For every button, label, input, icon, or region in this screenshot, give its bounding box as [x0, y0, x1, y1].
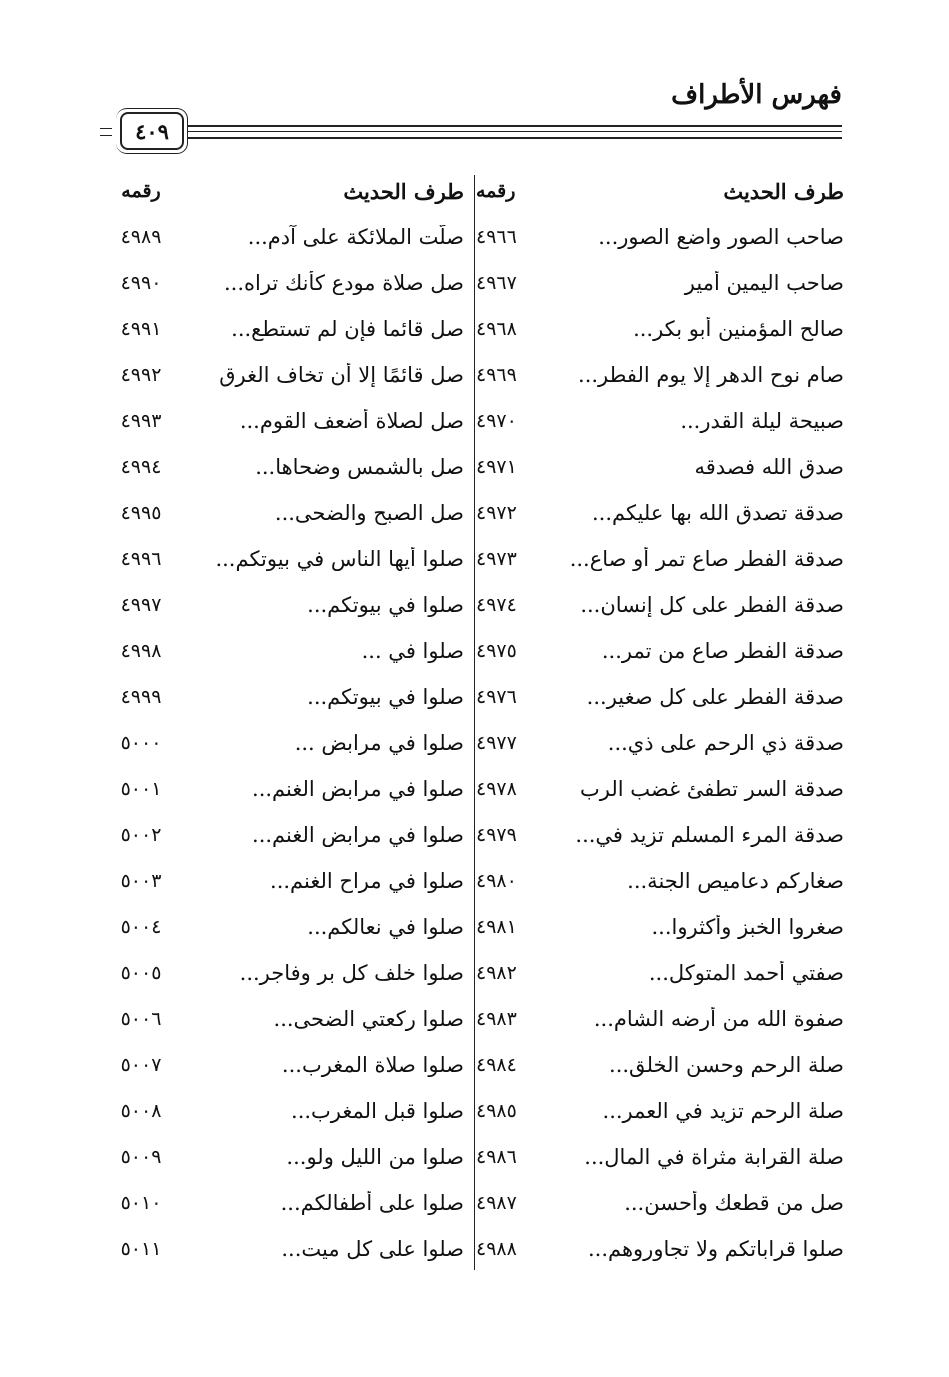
index-entry	[472, 1180, 844, 1226]
hadith-number: ٥٠٠٣	[120, 870, 162, 892]
index-entry	[472, 674, 844, 720]
hadith-start-text: صلوا في مرابض الغنم...	[252, 777, 464, 801]
hadith-start-text: صلوا أيها الناس في بيوتكم...	[215, 547, 464, 571]
index-entry	[472, 950, 844, 996]
hadith-start-text: صلوا في بيوتكم...	[307, 685, 464, 709]
index-entry	[472, 628, 844, 674]
index-entry	[100, 812, 472, 858]
index-entry	[100, 1042, 472, 1088]
index-entry	[100, 766, 472, 812]
hadith-number: ٥٠١٠	[120, 1192, 162, 1214]
hadith-start-text: صلة الرحم تزيد في العمر...	[602, 1099, 844, 1123]
hadith-number: ٤٩٧٩	[476, 824, 517, 846]
index-entry	[472, 720, 844, 766]
hadith-start-text: صلوا قراباتكم ولا تجاوروهم...	[587, 1237, 844, 1261]
index-entry	[472, 214, 844, 260]
index-entry	[100, 950, 472, 996]
index-entry	[472, 444, 844, 490]
hadith-start-text: صبيحة ليلة القدر...	[680, 409, 844, 433]
column-header	[100, 168, 472, 214]
hadith-start-text: صل قائما فإن لم تستطع...	[231, 317, 464, 341]
index-entry	[472, 260, 844, 306]
hadith-number: ٤٩٩٢	[120, 364, 162, 386]
index-entry	[472, 1042, 844, 1088]
hadith-start-text: صلوا ركعتي الضحى...	[273, 1007, 464, 1031]
index-entry	[100, 398, 472, 444]
header-num-label: رقمه	[121, 180, 161, 202]
index-entry	[100, 214, 472, 260]
hadith-start-text: صلّت الملائكة على آدم...	[247, 225, 464, 249]
hadith-start-text: صلوا خلف كل بر وفاجر...	[239, 961, 464, 985]
index-entry	[100, 1088, 472, 1134]
hadith-number: ٤٩٧١	[476, 456, 517, 478]
hadith-number: ٤٩٦٩	[476, 364, 517, 386]
index-entry	[100, 628, 472, 674]
page-title: فهرس الأطراف	[671, 80, 842, 110]
hadith-number: ٤٩٩٩	[120, 686, 162, 708]
hadith-number: ٤٩٧٣	[476, 548, 517, 570]
index-entry	[472, 858, 844, 904]
index-entry	[472, 536, 844, 582]
hadith-start-text: صفوة الله من أرضه الشام...	[593, 1007, 844, 1031]
hadith-start-text: صلوا في مرابض ...	[294, 731, 464, 755]
index-entry	[100, 490, 472, 536]
hadith-start-text: صاحب اليمين أمير	[684, 271, 844, 295]
hadith-start-text: صدقة المرء المسلم تزيد في...	[575, 823, 844, 847]
index-entry	[100, 858, 472, 904]
hadith-start-text: صلوا في مرابض الغنم...	[252, 823, 464, 847]
header-rule	[188, 137, 842, 139]
hadith-start-text: صغروا الخبز وأكثروا...	[651, 915, 844, 939]
hadith-number: ٤٩٩٧	[120, 594, 162, 616]
column-header	[472, 168, 844, 214]
header-rule	[188, 125, 842, 127]
hadith-number: ٥٠٠٤	[120, 916, 162, 938]
hadith-number: ٤٩٧٨	[476, 778, 517, 800]
right-column	[472, 168, 844, 1272]
hadith-start-text: صلوا في ...	[361, 639, 464, 663]
hadith-start-text: صل من قطعك وأحسن...	[624, 1191, 844, 1215]
index-entry	[100, 674, 472, 720]
hadith-number: ٤٩٩٨	[120, 640, 162, 662]
hadith-start-text: صدقة السر تطفئ غضب الرب	[579, 777, 844, 801]
hadith-start-text: صدق الله فصدقه	[694, 455, 844, 479]
index-entry	[100, 1134, 472, 1180]
hadith-number: ٤٩٨٠	[476, 870, 517, 892]
hadith-start-text: صدقة الفطر صاع تمر أو صاع...	[569, 547, 844, 571]
index-entry	[472, 812, 844, 858]
index-entry	[100, 904, 472, 950]
index-entry	[472, 1226, 844, 1272]
hadith-number: ٤٩٨٢	[476, 962, 517, 984]
hadith-number: ٤٩٨٩	[120, 226, 162, 248]
hadith-start-text: صدقة الفطر على كل صغير...	[586, 685, 844, 709]
hadith-start-text: صلوا قبل المغرب...	[291, 1099, 464, 1123]
hadith-number: ٤٩٧٢	[476, 502, 517, 524]
index-entry	[100, 996, 472, 1042]
header-text-label: طرف الحديث	[343, 178, 464, 204]
hadith-start-text: صلوا من الليل ولو...	[286, 1145, 464, 1169]
header-rule	[188, 131, 842, 132]
index-entry	[100, 306, 472, 352]
hadith-start-text: صدقة الفطر صاع من تمر...	[601, 639, 844, 663]
page-number-marker	[100, 128, 112, 136]
page-number: ٤٠٩	[120, 112, 184, 150]
hadith-number: ٤٩٨٦	[476, 1146, 517, 1168]
hadith-start-text: صل صلاة مودع كأنك تراه...	[223, 271, 464, 295]
hadith-number: ٤٩٩١	[120, 318, 162, 340]
hadith-start-text: صغاركم دعاميص الجنة...	[627, 869, 844, 893]
hadith-start-text: صلوا في مراح الغنم...	[270, 869, 464, 893]
hadith-start-text: صلوا في بيوتكم...	[307, 593, 464, 617]
index-entry	[100, 260, 472, 306]
index-entry	[100, 1180, 472, 1226]
hadith-start-text: صلوا على كل ميت...	[281, 1237, 464, 1261]
hadith-number: ٤٩٨٤	[476, 1054, 517, 1076]
index-entry	[472, 352, 844, 398]
hadith-number: ٥٠٠٢	[120, 824, 162, 846]
hadith-start-text: صلوا في نعالكم...	[307, 915, 464, 939]
hadith-start-text: صلوا على أطفالكم...	[280, 1191, 464, 1215]
hadith-number: ٤٩٧٧	[476, 732, 517, 754]
index-entry	[100, 720, 472, 766]
hadith-start-text: صل الصبح والضحى...	[274, 501, 464, 525]
hadith-start-text: صام نوح الدهر إلا يوم الفطر...	[578, 363, 844, 387]
index-entry	[472, 766, 844, 812]
hadith-start-text: صالح المؤمنين أبو بكر...	[633, 317, 844, 341]
hadith-number: ٥٠٠٦	[120, 1008, 162, 1030]
hadith-start-text: صلة القرابة مثراة في المال...	[584, 1145, 844, 1169]
hadith-number: ٤٩٦٦	[476, 226, 517, 248]
hadith-start-text: صدقة الفطر على كل إنسان...	[580, 593, 844, 617]
index-entry	[472, 582, 844, 628]
hadith-number: ٤٩٧٠	[476, 410, 517, 432]
hadith-number: ٤٩٨١	[476, 916, 517, 938]
hadith-start-text: صدقة تصدق الله بها عليكم...	[591, 501, 844, 525]
index-entry	[472, 996, 844, 1042]
hadith-start-text: صلوا صلاة المغرب...	[281, 1053, 464, 1077]
hadith-number: ٤٩٩٥	[120, 502, 162, 524]
hadith-number: ٥٠٠٧	[120, 1054, 162, 1076]
header-num-label: رقمه	[476, 180, 516, 202]
header-text-label: طرف الحديث	[723, 178, 844, 204]
index-entry	[100, 582, 472, 628]
index-entry	[100, 444, 472, 490]
hadith-number: ٤٩٦٨	[476, 318, 517, 340]
hadith-number: ٥٠٠٨	[120, 1100, 162, 1122]
hadith-number: ٤٩٨٧	[476, 1192, 517, 1214]
hadith-start-text: صلة الرحم وحسن الخلق...	[609, 1053, 844, 1077]
hadith-start-text: صل قائمًا إلا أن تخاف الغرق	[219, 363, 464, 387]
index-table	[100, 168, 844, 1272]
hadith-number: ٥٠٠٥	[120, 962, 162, 984]
hadith-number: ٥٠٠٩	[120, 1146, 162, 1168]
hadith-start-text: صل لصلاة أضعف القوم...	[239, 409, 464, 433]
hadith-number: ٤٩٩٤	[120, 456, 162, 478]
index-entry	[472, 306, 844, 352]
hadith-number: ٥٠٠٠	[120, 732, 162, 754]
left-column	[100, 168, 472, 1272]
index-entry	[472, 1088, 844, 1134]
hadith-number: ٤٩٨٣	[476, 1008, 517, 1030]
index-entry	[472, 490, 844, 536]
hadith-number: ٥٠٠١	[120, 778, 162, 800]
hadith-start-text: صل بالشمس وضحاها...	[255, 455, 464, 479]
index-entry	[472, 398, 844, 444]
index-entry	[100, 352, 472, 398]
index-entry	[100, 536, 472, 582]
hadith-number: ٤٩٧٤	[476, 594, 517, 616]
hadith-number: ٤٩٩٦	[120, 548, 162, 570]
hadith-start-text: صفتي أحمد المتوكل...	[648, 961, 844, 985]
hadith-number: ٤٩٧٦	[476, 686, 517, 708]
index-entry	[472, 904, 844, 950]
hadith-start-text: صاحب الصور واضع الصور...	[598, 225, 844, 249]
hadith-number: ٤٩٩٠	[120, 272, 162, 294]
hadith-number: ٥٠١١	[120, 1238, 162, 1260]
hadith-number: ٤٩٧٥	[476, 640, 517, 662]
hadith-number: ٤٩٨٨	[476, 1238, 517, 1260]
hadith-start-text: صدقة ذي الرحم على ذي...	[607, 731, 844, 755]
hadith-number: ٤٩٨٥	[476, 1100, 517, 1122]
hadith-number: ٤٩٦٧	[476, 272, 517, 294]
index-entry	[472, 1134, 844, 1180]
hadith-number: ٤٩٩٣	[120, 410, 162, 432]
index-entry	[100, 1226, 472, 1272]
